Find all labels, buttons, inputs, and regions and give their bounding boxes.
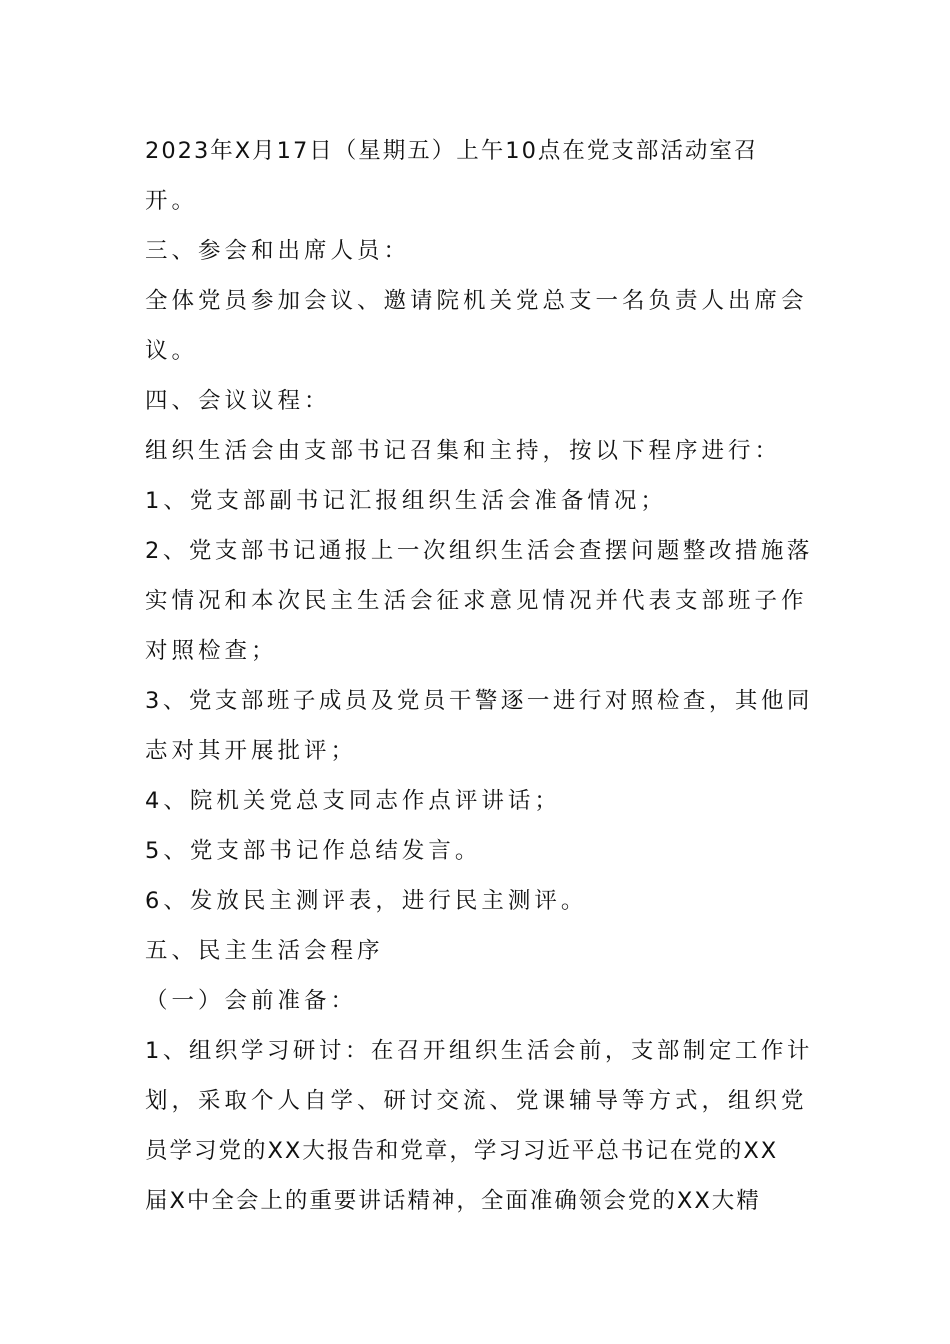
- text-line: 实情况和本次民主生活会征求意见情况并代表支部班子作: [145, 588, 808, 614]
- text-line: 2023年X月17日（星期五）上午10点在党支部活动室召: [145, 138, 759, 164]
- subsection-heading: （一）会前准备：: [145, 988, 358, 1014]
- text-line: 员学习党的XX大报告和党章，学习习近平总书记在党的XX: [145, 1138, 779, 1164]
- list-item: 6、发放民主测评表，进行民主测评。: [145, 888, 588, 914]
- section-heading: 四、会议议程：: [145, 388, 331, 414]
- list-item: 1、党支部副书记汇报组织生活会准备情况；: [145, 488, 667, 514]
- list-item: 4、院机关党总支同志作点评讲话；: [145, 788, 561, 814]
- text-line: 对照检查；: [145, 638, 278, 664]
- text-line: 开。: [145, 188, 199, 214]
- section-heading: 五、民主生活会程序: [145, 938, 384, 964]
- text-line: 全体党员参加会议、邀请院机关党总支一名负责人出席会: [145, 288, 808, 314]
- list-item: 5、党支部书记作总结发言。: [145, 838, 482, 864]
- section-heading: 三、参会和出席人员：: [145, 238, 411, 264]
- text-line: 届X中全会上的重要讲话精神，全面准确领会党的XX大精: [145, 1188, 761, 1214]
- list-item: 1、组织学习研讨：在召开组织生活会前，支部制定工作计: [145, 1038, 813, 1064]
- text-line: 组织生活会由支部书记召集和主持，按以下程序进行：: [145, 438, 782, 464]
- text-line: 划，采取个人自学、研讨交流、党课辅导等方式，组织党: [145, 1088, 808, 1114]
- text-line: 志对其开展批评；: [145, 738, 358, 764]
- list-item: 2、党支部书记通报上一次组织生活会查摆问题整改措施落: [145, 538, 813, 564]
- list-item: 3、党支部班子成员及党员干警逐一进行对照检查，其他同: [145, 688, 813, 714]
- text-line: 议。: [145, 338, 199, 364]
